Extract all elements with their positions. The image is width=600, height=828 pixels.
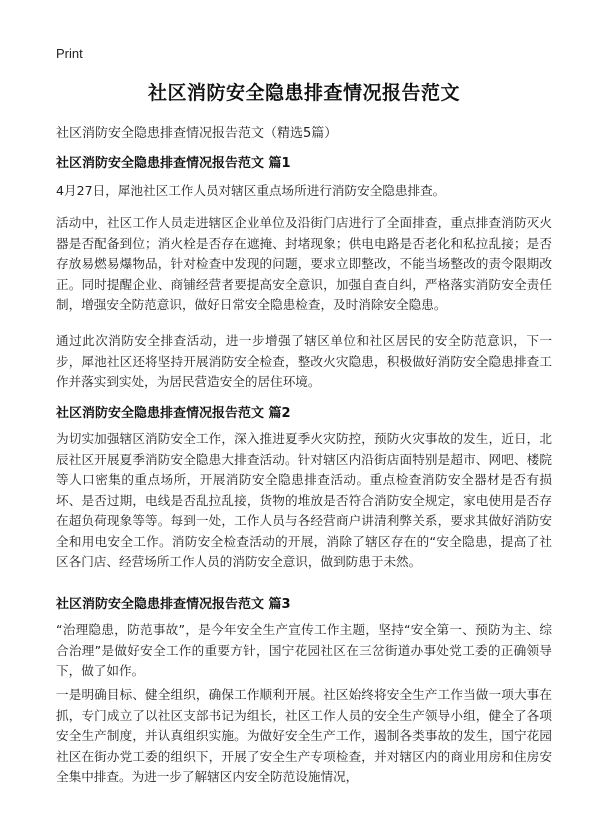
paragraph: 4月27日，犀池社区工作人员对辖区重点场所进行消防安全隐患排查。 [56, 183, 446, 198]
paragraph: 为切实加强辖区消防安全工作，深入推进夏季火灾防控，预防火灾事故的发生，近日，北辰社区开展夏季消防安全隐患大排查活动。针对辖区内沿街店面特别是超市、网吧、楼院等人口密集的重点场所，开展消防安全隐患排查活动。重点检查消防安全器材是否有损坏、是否过期，电线是否乱拉乱接，货物的堆放是否符合消防安全规定，家电使用是否存在超负荷现象等等。每到一处，工作人员与各经营商户讲清利弊关系，要求其做好消防安全和用电安全工作。消防安全检查活动的开展，消除了辖区存在的“安全隐患，提高了社区各门店、经营场所工作人员的消防安全意识，做到防患于未然。 [56, 431, 552, 569]
section-heading-3: 社区消防安全隐患排查情况报告范文 篇3 [56, 597, 291, 612]
paragraph: 活动中，社区工作人员走进辖区企业单位及沿街门店进行了全面排查，重点排查消防灭火器是否配备到位；消火栓是否存在遮掩、封堵现象；供电电路是否老化和私拉乱接；是否存放易燃易爆物品，针对检查中发现的问题，要求立即整改，不能当场整改的责令限期改正。同时提醒企业、商铺经营者要提高安全意识，加强自查自纠，严格落实消防安全责任制，增强安全防范意识，做好日常安全隐患检查，及时消除安全隐患。 [56, 215, 552, 312]
document-subtitle: 社区消防安全隐患排查情况报告范文（精选5篇） [56, 126, 338, 141]
paragraph: 通过此次消防安全排查活动，进一步增强了辖区单位和社区居民的安全防范意识，下一步，犀池社区还将坚持开展消防安全检查，整改火灾隐患，积极做好消防安全隐患排查工作并落实到实处，为居民营造安全的居住环境。 [56, 333, 552, 389]
section-heading-1: 社区消防安全隐患排查情况报告范文 篇1 [56, 156, 291, 171]
section-heading-2: 社区消防安全隐患排查情况报告范文 篇2 [56, 406, 291, 421]
paragraph: “治理隐患，防范事故”，是今年安全生产宣传工作主题，坚持“安全第一、预防为主、综合治理”是做好安全工作的重要方针，国宁花园社区在三岔街道办事处党工委的正确领导下，做了如作。 [56, 622, 552, 678]
document-title: 社区消防安全隐患排查情况报告范文 [147, 82, 460, 104]
paragraph: 一是明确目标、健全组织，确保工作顺利开展。社区始终将安全生产工作当做一项大事在抓，专门成立了以社区支部书记为组长，社区工作人员的安全生产领导小组，健全了各项安全生产制度，并认真组织实施。为做好安全生产工作，遏制各类事故的发生，国宁花园社区在街办党工委的组织下，开展了安全生产专项检查，并对辖区内的商业用房和住房安全集中排查。为进一步了解辖区内安全防范设施情况， [56, 687, 552, 784]
print-link[interactable]: Print [56, 46, 83, 61]
